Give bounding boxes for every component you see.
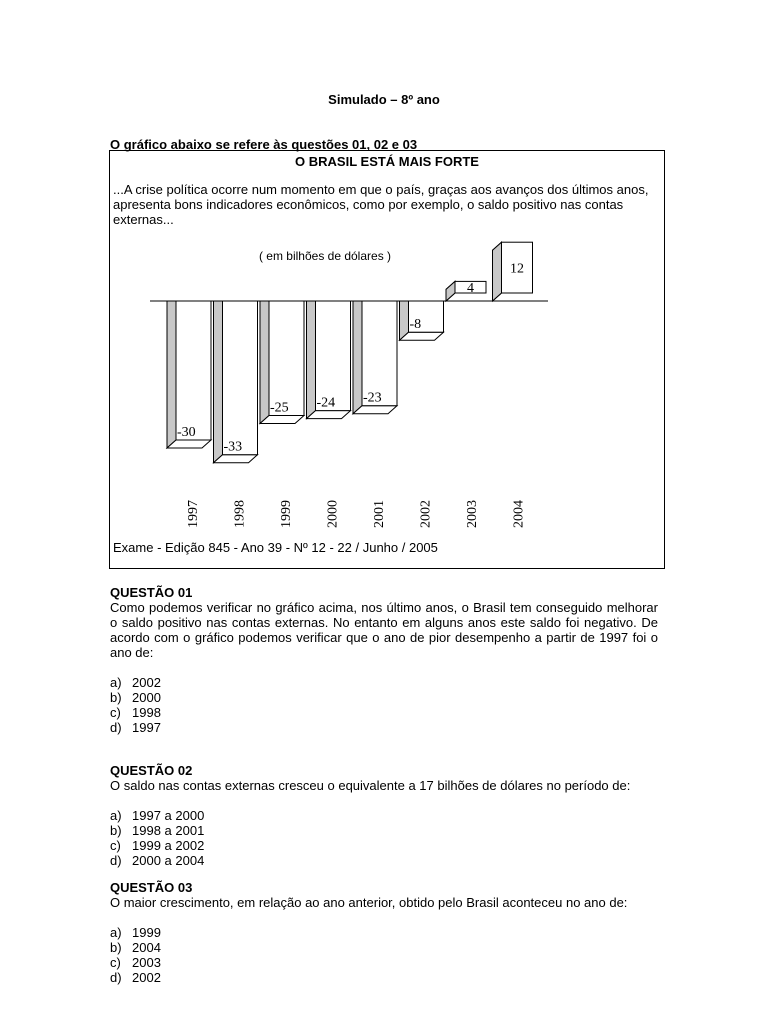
option-text: 2003 xyxy=(132,955,161,970)
chart-box xyxy=(109,150,665,569)
option-c[interactable] xyxy=(110,955,658,970)
bar xyxy=(316,301,351,411)
bar-side xyxy=(167,301,176,448)
data-label: -33 xyxy=(223,439,243,455)
question-title: QUESTÃO 01 xyxy=(110,585,193,600)
option-letter: a) xyxy=(110,925,122,940)
data-label: -24 xyxy=(316,395,336,411)
option-letter: b) xyxy=(110,940,122,955)
x-tick-label: 2001 xyxy=(372,500,388,528)
x-tick-label: 2004 xyxy=(511,500,527,528)
bar xyxy=(176,301,211,440)
option-text: 1999 xyxy=(132,925,161,940)
bar-side-edge xyxy=(446,281,455,301)
option-letter: a) xyxy=(110,808,122,823)
question-title: QUESTÃO 03 xyxy=(110,880,193,895)
option-letter: c) xyxy=(110,838,121,853)
options-list xyxy=(110,808,658,868)
bar-side xyxy=(260,301,269,424)
option-letter: c) xyxy=(110,705,121,720)
option-text: 2004 xyxy=(132,940,161,955)
option-text: 1998 a 2001 xyxy=(132,823,205,838)
option-text: 2002 xyxy=(132,970,161,985)
option-d[interactable] xyxy=(110,853,658,868)
data-label: 12 xyxy=(510,261,524,277)
question-text: O saldo nas contas externas cresceu o equivalente a 17 bilhões de dólares no período de: xyxy=(110,778,631,793)
bar-side xyxy=(353,301,362,414)
x-tick-label: 2002 xyxy=(418,500,434,528)
x-tick-label: 1999 xyxy=(279,500,295,528)
option-letter: b) xyxy=(110,690,122,705)
option-b[interactable] xyxy=(110,940,658,955)
option-c[interactable] xyxy=(110,705,658,720)
option-text: 2000 xyxy=(132,690,161,705)
chart-unit-label: ( em bilhões de dólares ) xyxy=(258,249,392,263)
question-2 xyxy=(110,763,658,868)
option-b[interactable] xyxy=(110,823,658,838)
x-tick-label: 1998 xyxy=(232,500,248,528)
option-text: 1997 xyxy=(132,720,161,735)
x-tick-label: 2000 xyxy=(325,500,341,528)
data-label: 4 xyxy=(467,281,474,297)
chart-source: Exame - Edição 845 - Ano 39 - Nº 12 - 22 / Junho / 2005 xyxy=(113,540,438,555)
bar-chart xyxy=(110,151,664,568)
data-label: -30 xyxy=(177,425,196,440)
question-title: QUESTÃO 02 xyxy=(110,763,193,778)
box-heading: O BRASIL ESTÁ MAIS FORTE xyxy=(295,154,479,169)
option-letter: d) xyxy=(110,970,122,985)
bar-side-edge xyxy=(493,242,502,301)
question-3 xyxy=(110,880,658,985)
option-text: 1999 a 2002 xyxy=(132,838,205,853)
option-a[interactable] xyxy=(110,925,658,940)
bar xyxy=(223,301,258,455)
option-a[interactable] xyxy=(110,808,658,823)
intro-line: O gráfico abaixo se refere às questões 01, 02 e 03 xyxy=(110,137,418,152)
option-d[interactable] xyxy=(110,720,658,735)
question-text: O maior crescimento, em relação ao ano anterior, obtido pelo Brasil aconteceu no ano de: xyxy=(110,895,628,910)
option-letter: d) xyxy=(110,720,122,735)
option-letter: c) xyxy=(110,955,121,970)
option-c[interactable] xyxy=(110,838,658,853)
option-text: 2002 xyxy=(132,675,161,690)
bar-side xyxy=(214,301,223,463)
option-letter: a) xyxy=(110,675,122,690)
question-text: Como podemos verificar no gráfico acima, nos último anos, o Brasil tem conseguido melhorar o saldo positivo nas contas externas. No entanto em alguns anos este saldo foi negativo. De acordo com o gráfico podemos verificar que o ano de pior desempenho a partir de 1997 foi o ano de: xyxy=(110,600,658,660)
question-1 xyxy=(110,585,658,735)
document-title: Simulado – 8º ano xyxy=(328,92,440,107)
option-d[interactable] xyxy=(110,970,658,985)
x-tick-label: 1997 xyxy=(186,500,202,528)
box-paragraph: ...A crise política ocorre num momento em que o país, graças aos avanços dos últimos anos, apresenta bons indicadores econômicos, como por exemplo, o saldo positivo nas contas externas... xyxy=(113,182,649,227)
data-label: -25 xyxy=(270,400,289,416)
option-a[interactable] xyxy=(110,675,658,690)
x-tick-label: 2003 xyxy=(465,500,481,528)
option-text: 2000 a 2004 xyxy=(132,853,205,868)
bar xyxy=(269,301,304,416)
option-letter: b) xyxy=(110,823,122,838)
option-text: 1998 xyxy=(132,705,161,720)
option-letter: d) xyxy=(110,853,122,868)
option-b[interactable] xyxy=(110,690,658,705)
data-label: -23 xyxy=(363,390,382,406)
data-label: -8 xyxy=(409,317,422,333)
option-text: 1997 a 2000 xyxy=(132,808,205,823)
bar-side xyxy=(307,301,316,419)
options-list xyxy=(110,925,658,985)
options-list xyxy=(110,675,658,735)
